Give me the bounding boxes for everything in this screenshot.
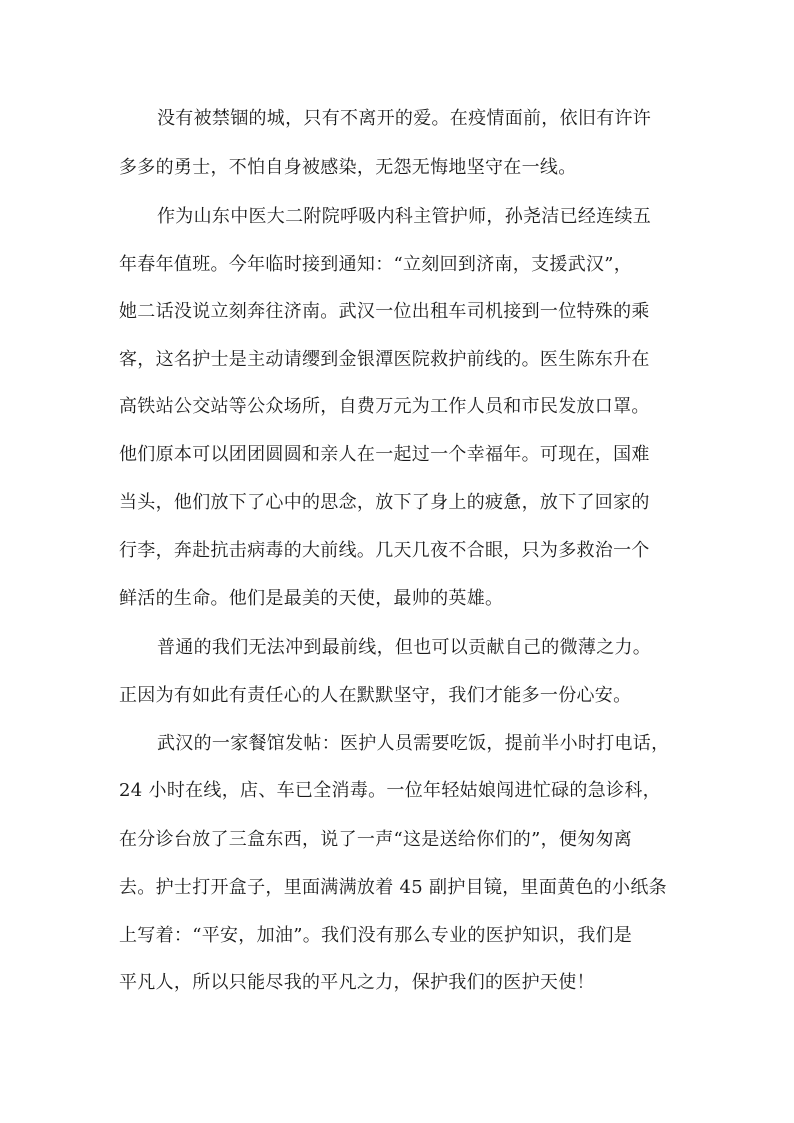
paragraph-2-line-2: 年春年值班。今年临时接到通知：“立刻回到济南，支援武汉”，: [119, 254, 633, 275]
paragraph-2-line-5: 高铁站公交站等公众场所，自费万元为工作人员和市民发放口罩。: [119, 396, 650, 417]
paragraph-4-line-1: 武汉的一家餐馆发帖：医护人员需要吃饭，提前半小时打电话，: [157, 733, 670, 754]
paragraph-2-line-6: 他们原本可以团团圆圆和亲人在一起过一个幸福年。可现在，国难: [119, 444, 650, 465]
paragraph-2-line-8: 行李，奔赴抗击病毒的大前线。几天几夜不合眼，只为多救治一个: [119, 540, 650, 561]
paragraph-3-line-2: 正因为有如此有责任心的人在默默坚守，我们才能多一份心安。: [119, 685, 632, 706]
paragraph-4-line-5: 上写着：“平安，加油”。我们没有那么专业的医护知识，我们是: [119, 925, 633, 946]
paragraph-2-line-9: 鲜活的生命。他们是最美的天使，最帅的英雄。: [119, 588, 504, 609]
paragraph-4-line-4: 去。护士打开盒子，里面满满放着 45 副护目镜，里面黄色的小纸条: [119, 877, 667, 898]
paragraph-2-line-3: 她二话没说立刻奔往济南。武汉一位出租车司机接到一位特殊的乘: [119, 301, 650, 322]
paragraph-1-line-2: 多多的勇士，不怕自身被感染，无怨无悔地坚守在一线。: [119, 157, 577, 178]
paragraph-2-line-4: 客，这名护士是主动请缨到金银潭医院救护前线的。医生陈东升在: [119, 349, 650, 370]
paragraph-4-line-2: 24 小时在线，店、车已全消毒。一位年轻姑娘闯进忙碌的急诊科，: [119, 780, 661, 801]
paragraph-1-line-1: 没有被禁锢的城，只有不离开的爱。在疫情面前，依旧有许许: [157, 108, 652, 129]
paragraph-2-line-1: 作为山东中医大二附院呼吸内科主管护师，孙尧洁已经连续五: [157, 206, 652, 227]
paragraph-2-line-7: 当头，他们放下了心中的思念，放下了身上的疲惫，放下了回家的: [119, 492, 650, 513]
paragraph-3-line-1: 普通的我们无法冲到最前线，但也可以贡献自己的微薄之力。: [157, 637, 652, 658]
paragraph-4-line-6: 平凡人，所以只能尽我的平凡之力，保护我们的医护天使！: [119, 972, 595, 993]
paragraph-4-line-3: 在分诊台放了三盒东西，说了一声“这是送给你们的”，便匆匆离: [119, 829, 633, 850]
